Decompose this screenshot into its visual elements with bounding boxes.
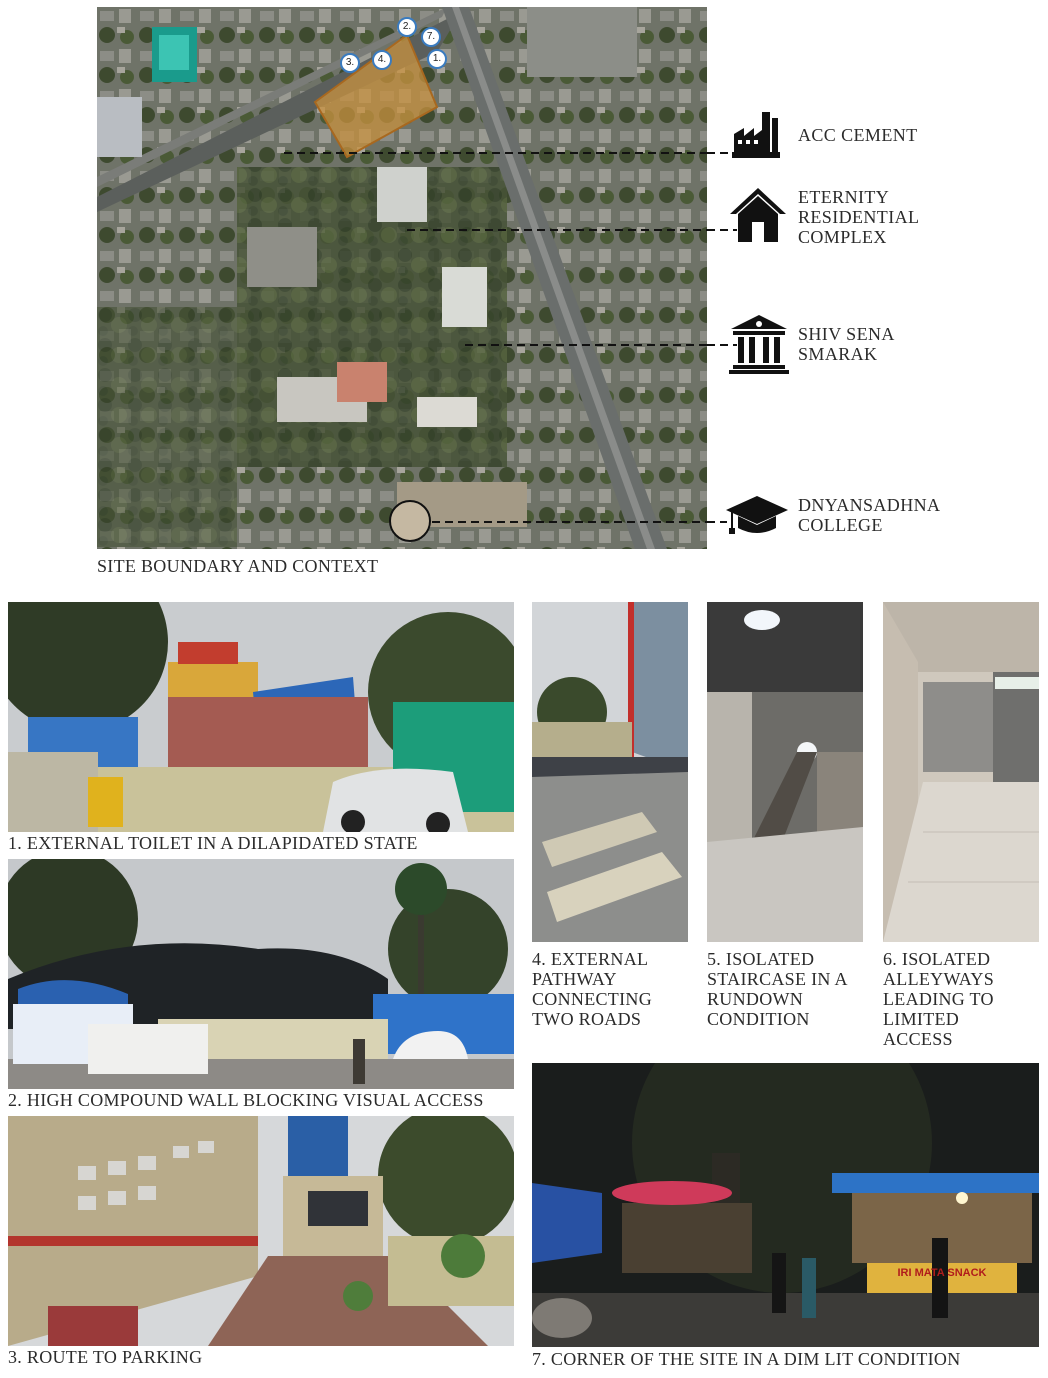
photo-1-caption: 1. EXTERNAL TOILET IN A DILAPIDATED STATE — [8, 833, 418, 853]
legend-eternity — [798, 187, 919, 247]
caption-line: CONNECTING — [532, 989, 652, 1009]
legend-label-line: SMARAK — [798, 344, 878, 364]
legend-label-line: ETERNITY — [798, 187, 890, 207]
photo-compound-wall — [8, 859, 514, 1089]
caption-line: RUNDOWN — [707, 989, 804, 1009]
photo-7-caption: 7. CORNER OF THE SITE IN A DIM LIT CONDITION — [532, 1349, 961, 1369]
legend-label-line: SHIV SENA — [798, 324, 895, 344]
map-caption: SITE BOUNDARY AND CONTEXT — [97, 556, 379, 576]
site-aerial-map — [97, 7, 707, 549]
photo-2-caption: 2. HIGH COMPOUND WALL BLOCKING VISUAL ACCESS — [8, 1090, 484, 1110]
legend-label-line: DNYANSADHNA — [798, 495, 941, 515]
graduation-cap-icon — [724, 494, 790, 538]
photo-site-corner-dim-lit — [532, 1063, 1039, 1347]
caption-line: CONDITION — [707, 1009, 810, 1029]
legend-dnyansadhna — [798, 495, 940, 535]
legend-label-line: RESIDENTIAL — [798, 207, 920, 227]
legend-label-line: COLLEGE — [798, 515, 883, 535]
caption-line: PATHWAY — [532, 969, 617, 989]
caption-line: LEADING TO — [883, 989, 994, 1009]
photo-3-caption: 3. ROUTE TO PARKING — [8, 1347, 203, 1367]
map-marker-4[interactable]: 4. — [372, 50, 392, 70]
caption-line: 6. ISOLATED — [883, 949, 991, 969]
legend-shiv-sena — [798, 324, 895, 364]
map-marker-3[interactable]: 3. — [340, 53, 360, 73]
photo-external-toilet — [8, 602, 514, 832]
caption-line: 4. EXTERNAL — [532, 949, 649, 969]
photo-external-pathway — [532, 602, 688, 942]
map-marker-2[interactable]: 2. — [397, 17, 417, 37]
caption-line: ACCESS — [883, 1029, 953, 1049]
map-marker-1[interactable]: 1. — [427, 49, 447, 69]
caption-line: ALLEYWAYS — [883, 969, 995, 989]
photo-4-caption — [532, 949, 652, 1029]
legend-label-line: COMPLEX — [798, 227, 887, 247]
caption-line: TWO ROADS — [532, 1009, 642, 1029]
legend-acc-cement — [798, 125, 918, 145]
caption-line: 5. ISOLATED — [707, 949, 815, 969]
photo-isolated-staircase — [707, 602, 863, 942]
factory-icon — [732, 108, 782, 160]
map-marker-7[interactable]: 7. — [421, 27, 441, 47]
caption-line: STAIRCASE IN A — [707, 969, 848, 989]
photo-route-to-parking — [8, 1116, 514, 1346]
photo-5-caption — [707, 949, 848, 1029]
legend-label-line: ACC CEMENT — [798, 125, 918, 145]
house-icon — [728, 186, 788, 244]
photo-6-caption — [883, 949, 994, 1049]
snack-stall-sign: IRI MATA SNACK — [897, 1267, 987, 1279]
photo-isolated-alleyways — [883, 602, 1039, 942]
monument-icon — [729, 313, 789, 375]
caption-line: LIMITED — [883, 1009, 960, 1029]
